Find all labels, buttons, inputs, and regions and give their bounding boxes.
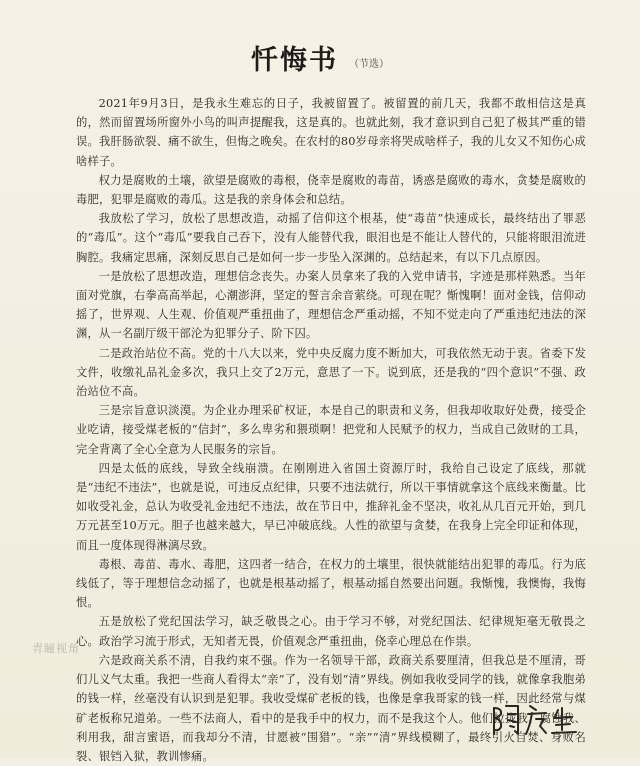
handwritten-signature — [488, 700, 588, 740]
paragraph-5: 二是政治站位不高。党的十八大以来，党中央反腐力度不断加大，可我依然无动于衷。省委下发文件，收缴礼品礼金多次，我只上交了2万元，意思了一下。说到底，还是我的“四个意识”不强、政治站位不高。 — [76, 346, 586, 399]
document-title: 忏悔书 — [250, 45, 338, 76]
paragraph-2: 权力是腐败的土壤，欲望是腐败的毒根，侥幸是腐败的毒苗，诱惑是腐败的毒水，贪婪是腐败的毒肥，犯罪是腐败的毒瓜。这是我的亲身体会和总结。 — [76, 173, 586, 207]
paragraph-7: 四是太低的底线，导致全线崩溃。在刚刚进入省国土资源厅时，我给自己设定了底线，那就是“违纪不违法”，也就是说，可违反点纪律，只要不违法就行，所以干事情就拿这个底线来衡量。比如收受礼金，总认为收受礼金违纪不违法，故在节日中，推辞礼金不坚决，收礼从几百元开始，到几万元甚至10万元。胆子也越来越大，早已冲破底线。人性的欲望与贪婪，在我身上完全印证和体现，而且一度体现得淋漓尽致。 — [76, 461, 586, 552]
paragraph-10: 六是政商关系不清，自我约束不强。作为一名领导干部，政商关系要厘清，但我总是不厘清，哥们儿义气太重。我把一些商人看得太“亲”了，没有划“清”界线。例如我收受同学的钱，就像拿我胞弟的钱一样，丝毫没有认识到是犯罪。我收受煤矿老板的钱，也像是拿我哥家的钱一样，因此经常与煤矿老板称兄道弟。一些不法商人，看中的是我手中的权力，而不是我这个人。他们拉拢我、腐蚀我、利用我，甜言蜜语，而我却分不清，甘愿被“围猎”。“亲”“清”界线模糊了，最终引火自焚、身败名裂、银铛入狱，教训惨痛。 — [76, 653, 586, 763]
paragraph-6: 三是宗旨意识淡漠。为企业办理采矿权证，本是自己的职责和义务，但我却收取好处费，接受企业吃请，接受煤老板的“信封”，多么卑劣和猥琐啊！把党和人民赋予的权力，当成自己敛财的工具，完全背离了全心全意为人民服务的宗旨。 — [76, 404, 586, 456]
paragraph-1: 2021年9月3日，是我永生难忘的日子，我被留置了。被留置的前几天，我都不敢相信这是真的，然而留置场所窗外小鸟的叫声提醒我，这是真的。也就此刻，我才意识到自己犯了极其严重的错误。我肝肠欲裂、痛不欲生，但悔之晚矣。在农村的80岁母亲将哭成啥样子，我的儿女又不知伤心成啥样子。 — [76, 97, 586, 168]
document-body — [76, 94, 586, 766]
document-subtitle: （节选） — [349, 59, 390, 70]
watermark: 青瞳视角 — [32, 642, 80, 655]
title-row — [0, 38, 640, 82]
paragraph-4: 一是放松了思想改造，理想信念丧失。办案人员拿来了我的入党申请书，字迹是那样熟悉。当年面对党旗，右拳高高举起，心潮澎湃，坚定的誓言余音萦绕。可现在呢？惭愧啊！面对金钱，信仰动摇了，世界观、人生观、价值观严重扭曲了，理想信念严重动摇，不知不觉走向了严重违纪违法的深渊，从一名副厅级干部沦为犯罪分子、阶下囚。 — [76, 269, 586, 341]
paragraph-3: 我放松了学习，放松了思想改造，动摇了信仰这个根基，使“毒苗”快速成长，最终结出了罪恶的“毒瓜”。这个“毒瓜”要我自己吞下，没有人能替代我，眼泪也是不能让人替代的，只能将眼泪流进胸腔。我痛定思痛，深刻反思自己是如何一步一步坠入深渊的。总结起来，有以下几点原因。 — [76, 212, 586, 264]
paragraph-9: 五是放松了党纪国法学习，缺乏敬畏之心。由于学习不够，对党纪国法、纪律规矩毫无敬畏之心。政治学习流于形式，无知者无畏，价值观念严重扭曲，侥幸心理总在作祟。 — [76, 615, 586, 648]
paragraph-8: 毒根、毒苗、毒水、毒肥，这四者一结合，在权力的土壤里，很快就能结出犯罪的毒瓜。行为底线低了，等于理想信念动摇了，也就是根基动摇了，根基动摇自然要出问题。我惭愧，我懊悔，我悔恨。 — [76, 557, 586, 610]
